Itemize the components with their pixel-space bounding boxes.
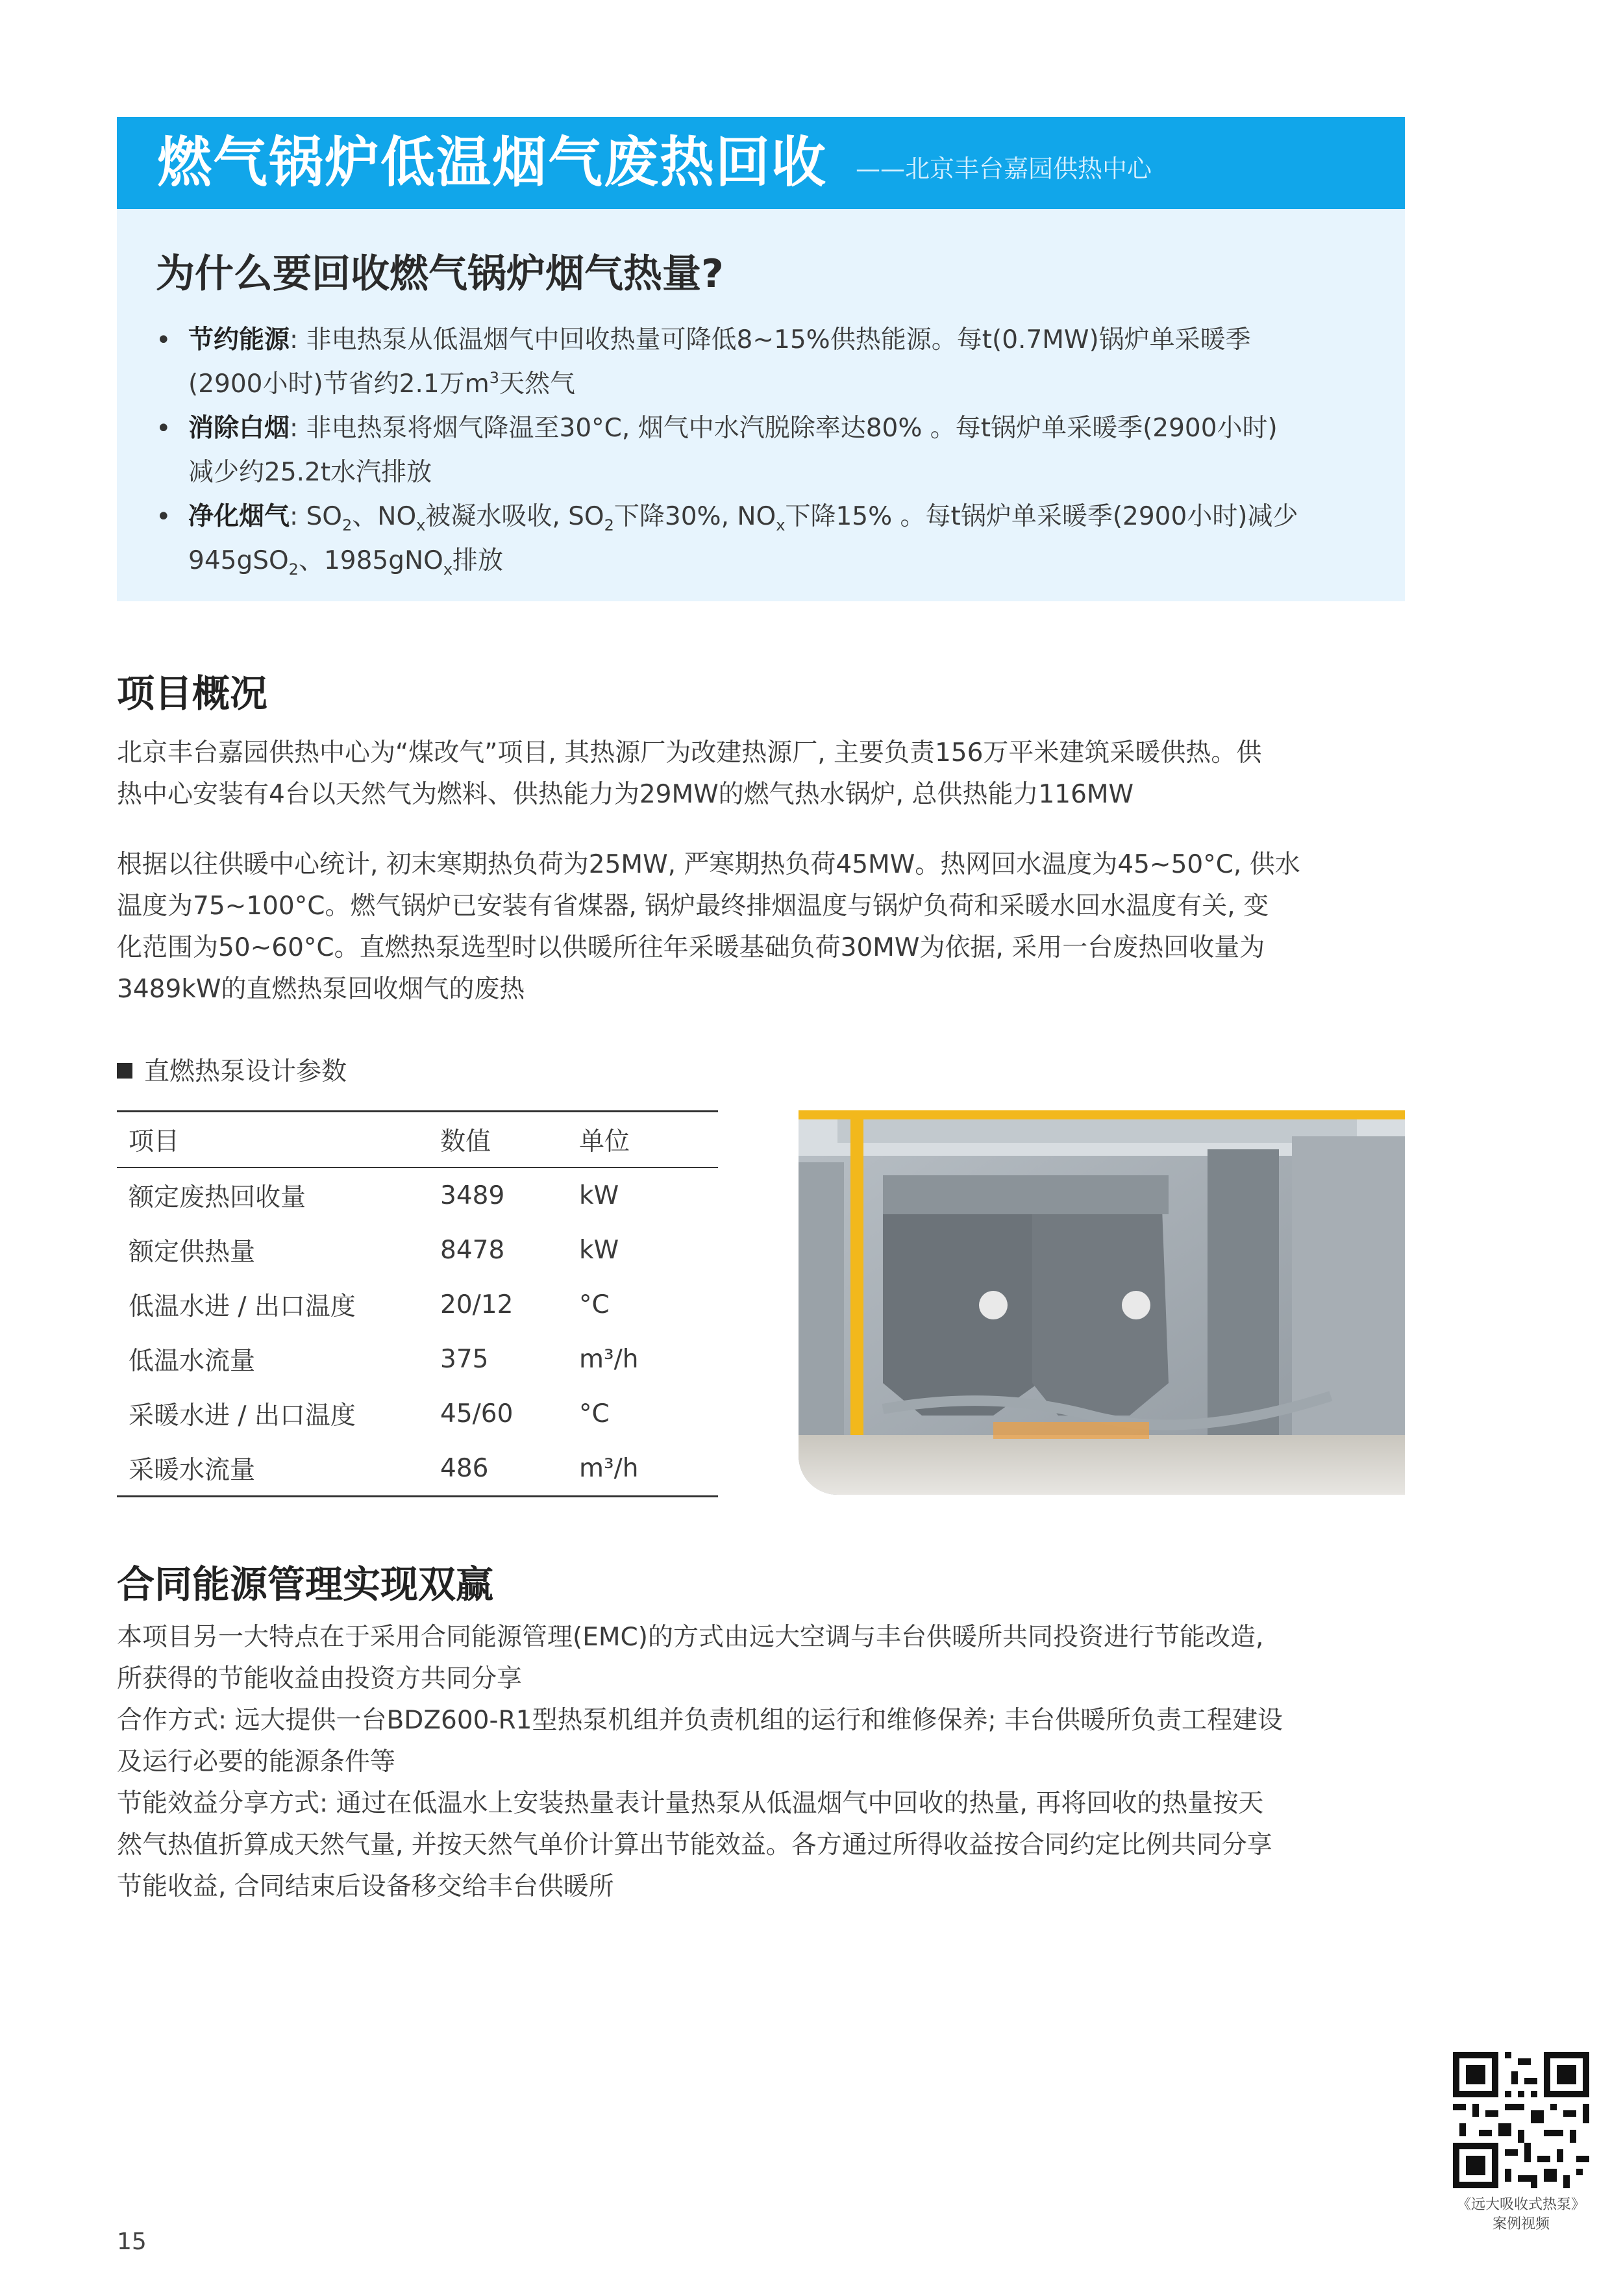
table-row: 额定供热量 8478 kW: [129, 1235, 619, 1267]
why-heading: 为什么要回收燃气锅炉烟气热量?: [156, 251, 724, 297]
emc-paragraph: 本项目另一大特点在于采用合同能源管理(EMC)的方式由远大空调与丰台供暖所共同投资进行节能改造, 所获得的节能收益由投资方共同分享 合作方式: 远大提供一台BDZ600-R1型热泵机组并负责机组的运行和维修保养; 丰台供暖所负责工程建设 及运行必要的能源条件等 节能效益分享方式: 通过在低温水上安装热量表计量热泵从低温烟气中回收的热量, 再将回收的热量按天 然气热值折算成天然气量, 并按天然气单价计算出节能效益。各方通过所得收益按合同约定比例共同分享 节能收益, 合同结束后设备移交给丰台供暖所: [117, 1623, 1283, 1901]
why-recover-box: [117, 209, 1405, 601]
page-number: 15: [117, 2228, 147, 2255]
header-banner: [117, 117, 1405, 209]
table-header-row: [117, 1112, 718, 1168]
equipment-photo: [799, 1110, 1405, 1495]
qr-caption-title: 《远大吸收式热泵》: [1456, 2197, 1585, 2213]
square-bullet-icon: [117, 1063, 132, 1079]
benefit-text: 消除白烟: 非电热泵将烟气降温至30°C, 烟气中水汽脱除率达80% 。每t锅炉单采暖季(2900小时) 减少约25.2t水汽排放: [188, 414, 1278, 487]
column-header: 单位: [579, 1112, 718, 1168]
qr-code[interactable]: [1453, 2052, 1589, 2188]
benefit-label: 消除白烟: [188, 414, 290, 443]
bullet-dot: •: [156, 502, 171, 532]
page-title: 燃气锅炉低温烟气废热回收: [157, 131, 828, 194]
section-title-emc: 合同能源管理实现双赢: [117, 1562, 494, 1606]
bullet-dot: •: [156, 414, 171, 443]
benefit-label: 净化烟气: [188, 502, 290, 531]
benefit-text: 节约能源: 非电热泵从低温烟气中回收热量可降低8~15%供热能源。每t(0.7MW)锅炉单采暖季 (2900小时)节省约2.1万$m^3$天然气: [188, 325, 1251, 399]
bullet-dot: •: [156, 325, 171, 355]
column-header: 项目: [117, 1112, 440, 1168]
table-row: 低温水进 / 出口温度 20/12 °C: [129, 1290, 610, 1321]
parameter-table: [117, 1110, 718, 1497]
column-header: 数值: [440, 1112, 579, 1168]
table-row: 采暖水流量 486 m³/h: [117, 1441, 718, 1497]
table-row: 额定废热回收量 3489 kW: [129, 1180, 619, 1212]
overview-paragraph-2: 根据以往供暖中心统计, 初末寒期热负荷为25MW, 严寒期热负荷45MW。热网回水温度为45~50°C, 供水 温度为75~100°C。燃气锅炉已安装有省煤器, 锅炉最终排烟温度与锅炉负荷和采暖水回水温度有关, 变 化范围为50~60°C。直燃热泵选型时以供暖所往年采暖基础负荷30MW为依据, 采用一台废热回收量为 3489kW的直燃热泵回收烟气的废热: [117, 850, 1300, 1004]
table-row: 采暖水进 / 出口温度 45/60 °C: [129, 1399, 610, 1430]
benefit-label: 节约能源: [188, 325, 290, 355]
table-row: 低温水流量 375 m³/h: [129, 1344, 639, 1376]
benefit-text: 净化烟气: $SO_2$、$NO_x$被凝水吸收, $SO_2$下降30%, $NO_x$下降15% 。每t锅炉单采暖季(2900小时)减少 945gSO$_2$、1985gNO$_x$排放: [188, 502, 1298, 579]
section-title-overview: 项目概况: [117, 671, 268, 716]
overview-paragraph-1: 北京丰台嘉园供热中心为“煤改气”项目, 其热源厂为改建热源厂, 主要负责156万平米建筑采暖供热。供 热中心安装有4台以天然气为燃料、供热能力为29MW的燃气热水锅炉, 总供热能力116MW: [117, 738, 1262, 809]
table-caption: 直燃热泵设计参数: [117, 1054, 347, 1090]
qr-caption-subtitle: 案例视频: [1492, 2216, 1550, 2232]
page-subtitle: ——北京丰台嘉园供热中心: [856, 155, 1152, 183]
